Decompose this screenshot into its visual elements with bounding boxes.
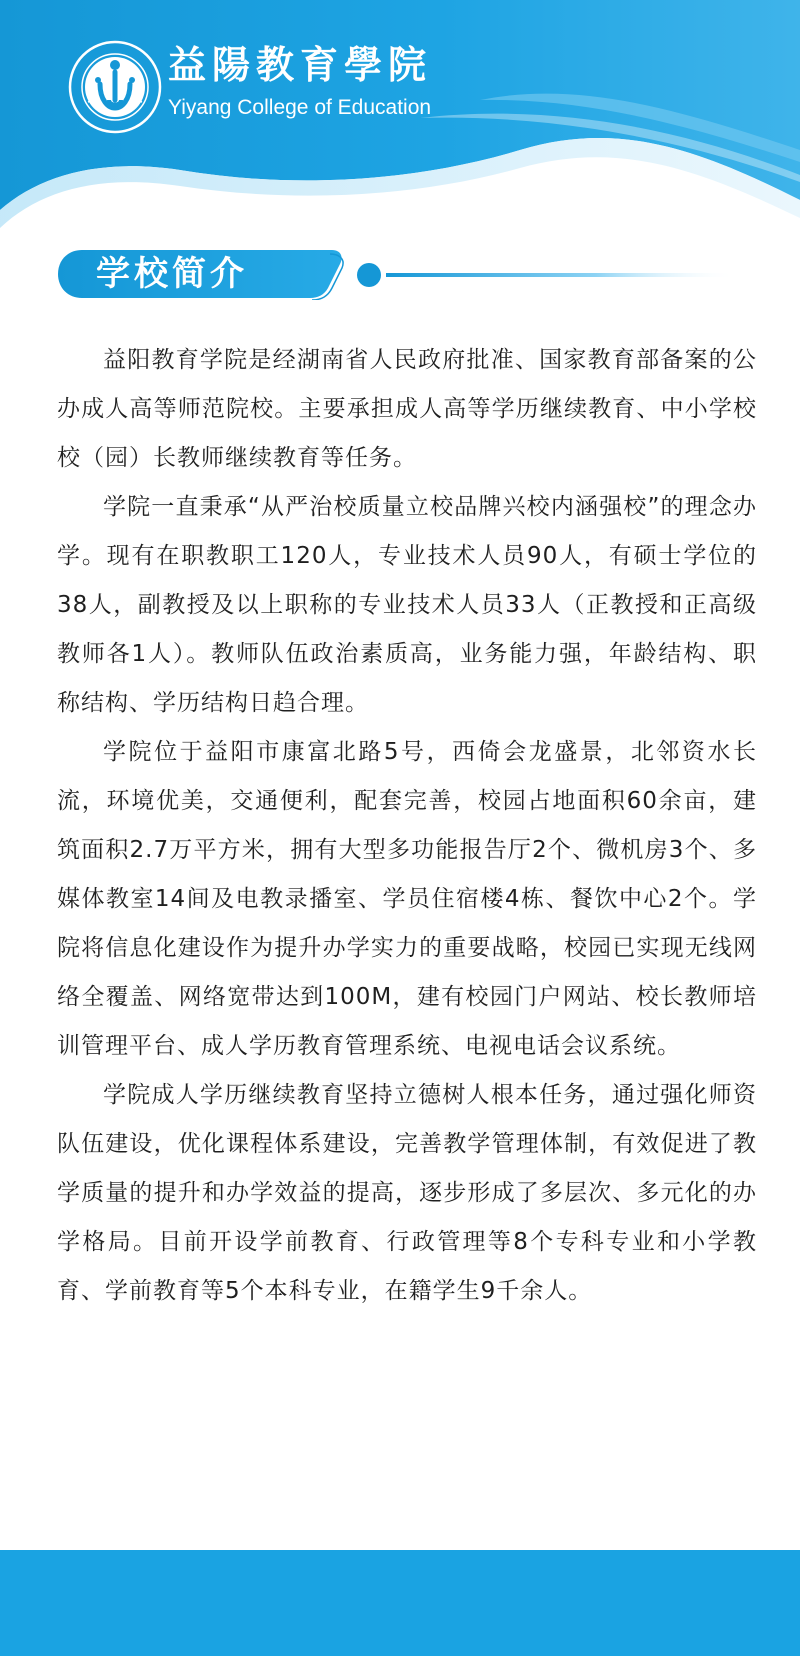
section-title-decoration-line	[356, 262, 736, 288]
intro-paragraph: 益阳教育学院是经湖南省人民政府批准、国家教育部备案的公办成人高等师范院校。主要承担成人高等学历继续教育、中小学校校（园）长教师继续教育等任务。	[57, 347, 757, 471]
intro-paragraph: 学院一直秉承“从严治校质量立校品牌兴校内涵强校”的理念办学。现有在职教职工120人，专业技术人员90人，有硕士学位的38人，副教授及以上职称的专业技术人员33人（正教授和正高级教师各1人）。教师队伍政治素质高，业务能力强，年龄结构、职称结构、学历结构日趋合理。	[57, 494, 757, 716]
college-emblem-icon	[68, 40, 162, 134]
section-title: 学校简介	[96, 254, 248, 294]
intro-paragraph: 学院位于益阳市康富北路5号，西倚会龙盛景，北邻资水长流，环境优美，交通便利，配套完善，校园占地面积60余亩，建筑面积2.7万平方米，拥有大型多功能报告厅2个、微机房3个、多媒体教室14间及电教录播室、学员住宿楼4栋、餐饮中心2个。学院将信息化建设作为提升办学实力的重要战略，校园已实现无线网络全覆盖、网络宽带达到100M，建有校园门户网站、校长教师培训管理平台、成人学历教育管理系统、电视电话会议系统。	[57, 739, 757, 1059]
intro-content	[57, 336, 757, 1316]
college-name-english: Yiyang College of Education	[168, 96, 432, 119]
intro-paragraph: 学院成人学历继续教育坚持立德树人根本任务，通过强化师资队伍建设，优化课程体系建设，完善教学管理体制，有效促进了教学质量的提升和办学效益的提高，逐步形成了多层次、多元化的办学格局。目前开设学前教育、行政管理等8个专科专业和小学教育、学前教育等5个本科专业，在籍学生9千余人。	[57, 1082, 757, 1304]
college-name-chinese: 益陽教育學院	[168, 42, 433, 87]
footer-bar	[0, 1550, 800, 1656]
